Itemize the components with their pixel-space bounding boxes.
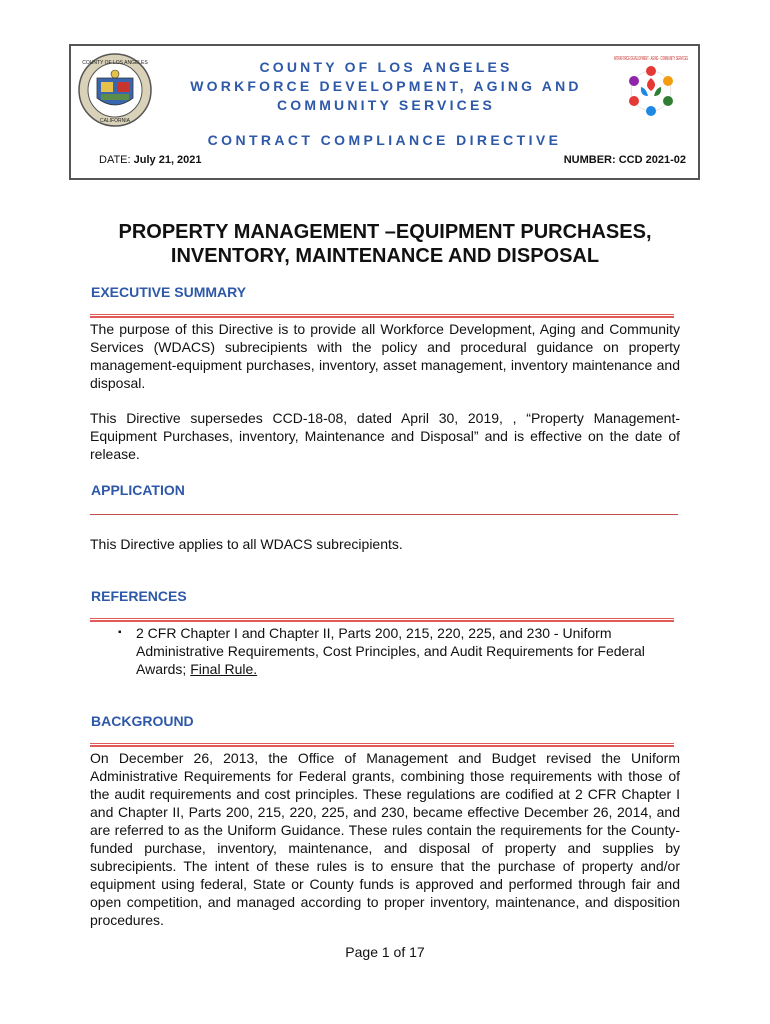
seal-bottom-text: CALIFORNIA xyxy=(99,118,131,124)
agency-line-3: COMMUNITY SERVICES xyxy=(276,97,496,113)
wdacs-logo-icon xyxy=(612,52,690,130)
application-paragraph: This Directive applies to all WDACS subrecipients. xyxy=(90,536,403,552)
section-divider xyxy=(90,618,674,622)
number-label: NUMBER: xyxy=(563,154,616,166)
directive-type: CONTRACT COMPLIANCE DIRECTIVE xyxy=(207,132,562,148)
executive-summary-paragraph-2: This Directive supersedes CCD-18-08, dated April 30, 2019, , “Property Management-Equipment Purchases, inventory, Maintenance and Disposal” and is effective on the date of release. xyxy=(90,410,680,462)
number-value: CCD 2021-02 xyxy=(618,154,686,166)
section-divider xyxy=(90,314,674,318)
references-heading: REFERENCES xyxy=(91,588,187,604)
background-heading: BACKGROUND xyxy=(91,713,194,729)
square-bullet-icon: ▪ xyxy=(118,627,122,638)
logo-text: WORKFORCE DEVELOPMENT · AGING · COMMUNITY SERVICES xyxy=(614,56,689,62)
date-value: July 21, 2021 xyxy=(133,154,202,166)
page-number: Page 1 of 17 xyxy=(345,944,425,960)
directive-number xyxy=(564,154,686,166)
date-label: DATE: xyxy=(99,154,131,166)
document-title xyxy=(90,220,680,268)
section-divider xyxy=(90,514,678,515)
agency-line-1: COUNTY OF LOS ANGELES xyxy=(259,59,513,75)
directive-date xyxy=(99,154,202,166)
reference-text: 2 CFR Chapter I and Chapter II, Parts 200, 215, 220, 225, and 230 - Uniform Administrative Requirements, Cost Principles, and Audit Requirements for Federal Awards; xyxy=(136,625,645,677)
title-line-1: PROPERTY MANAGEMENT –EQUIPMENT PURCHASES, xyxy=(118,221,652,243)
county-seal-icon xyxy=(77,52,153,128)
final-rule-link[interactable]: Final Rule. xyxy=(190,661,258,677)
executive-summary-heading: EXECUTIVE SUMMARY xyxy=(91,284,247,300)
background-paragraph: On December 26, 2013, the Office of Management and Budget revised the Uniform Administrative Requirements for Federal grants, combining those requirements with those of the audit requirements and cost principles. These regulations are codified at 2 CFR Chapter I and Chapter II, Parts 200, 215, 220, 225, and 230, became effective December 26, 2014, and are referred to as the Uniform Guidance. These rules contain the requirements for the County-funded purchase, inventory, maintenance, and disposal of property and supplies by subrecipients. The intent of these rules is to ensure that the purchase of property and/or equipment using federal, State or County funds is approved and performed through fair and open competition, and managed according to proper inventory, maintenance, and disposition procedures. xyxy=(90,750,680,928)
directive-header xyxy=(69,44,700,180)
references-list xyxy=(118,624,678,678)
agency-name xyxy=(171,58,601,115)
agency-line-2: WORKFORCE DEVELOPMENT, AGING AND xyxy=(190,78,582,94)
section-divider xyxy=(90,743,674,747)
title-line-2: INVENTORY, MAINTENANCE AND DISPOSAL xyxy=(170,245,600,267)
seal-top-text: COUNTY OF LOS ANGELES xyxy=(82,60,148,66)
application-heading: APPLICATION xyxy=(91,482,185,498)
list-item xyxy=(118,624,678,678)
executive-summary-paragraph-1: The purpose of this Directive is to provide all Workforce Development, Aging and Community Services (WDACS) subrecipients with the policy and procedural guidance on property management-equipment purchases, inventory, asset management, inventory maintenance and disposal. xyxy=(90,321,680,391)
